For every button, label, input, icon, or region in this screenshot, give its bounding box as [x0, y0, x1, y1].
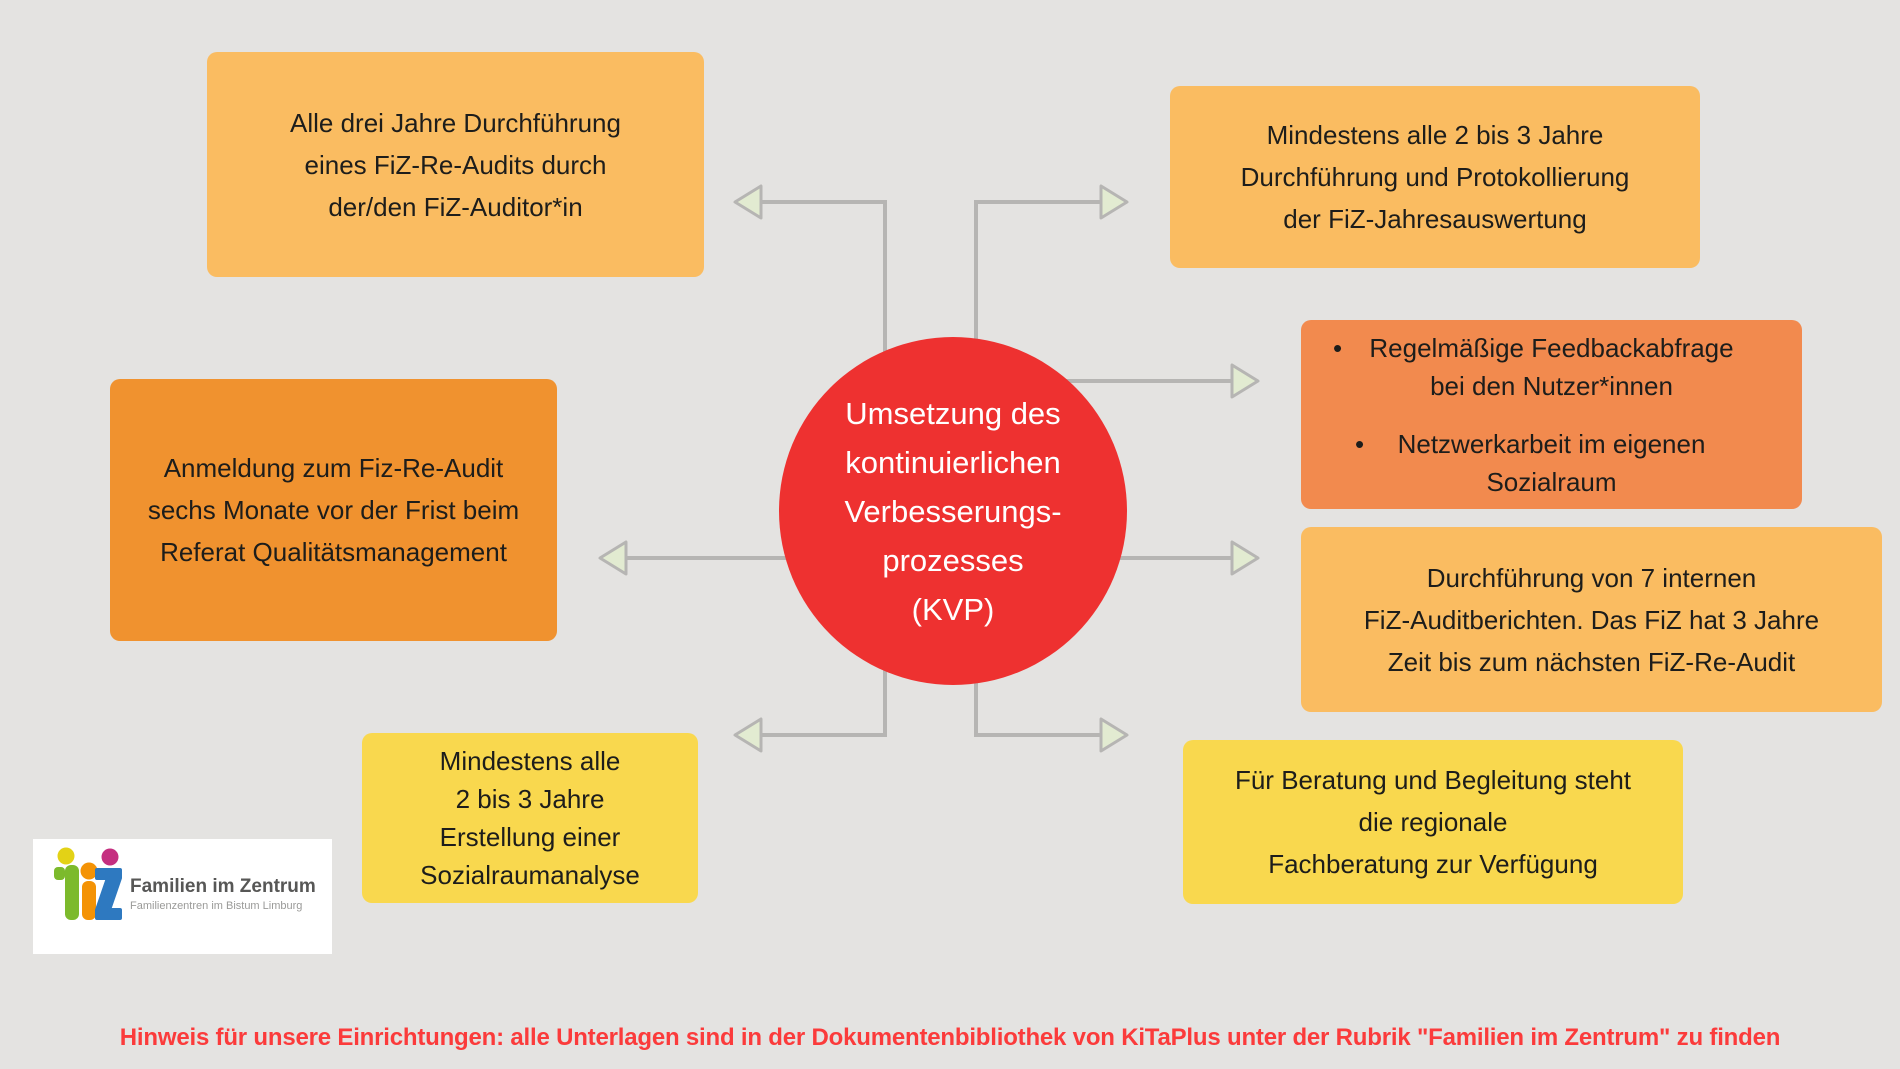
circle-line: Verbesserungs- [844, 493, 1062, 529]
box-text-line: Mindestens alle [439, 746, 621, 776]
arrowhead-upper-right-icon [1232, 365, 1258, 397]
box-text-line: 2 bis 3 Jahre [455, 784, 605, 814]
box-text-line: Mindestens alle 2 bis 3 Jahre [1266, 120, 1604, 150]
box-text-line: Referat Qualitätsmanagement [160, 537, 507, 567]
box-text-line: die regionale [1358, 807, 1508, 837]
box-text-line: Sozialraumanalyse [420, 860, 640, 890]
box-text-line: FiZ-Auditberichten. Das FiZ hat 3 Jahre [1363, 604, 1820, 635]
arrowhead-bottom-left-icon [735, 719, 761, 751]
box-text-line: bei den Nutzer*innen [1430, 370, 1673, 401]
box-text-line: Für Beratung und Begleitung steht [1234, 765, 1632, 795]
circle-line: kontinuierlichen [845, 444, 1061, 480]
box-text-line: sechs Monate vor der Frist beim [147, 495, 520, 525]
circle-line: prozesses [882, 542, 1024, 578]
bullet-dot-icon: • [1355, 428, 1365, 459]
box-top-right-jahresauswertung [1170, 86, 1700, 268]
box-text-line: Sozialraum [1486, 466, 1617, 497]
arrowhead-top-left-icon [735, 186, 761, 218]
box-right-feedback-netzwerk [1301, 320, 1802, 509]
footer-hinweis-text: Hinweis für unsere Einrichtungen: alle Unterlagen sind in der Dokumentenbibliothek von KiTaPlus unter der Rubrik "Familien im Zentrum" zu finden [119, 1024, 1781, 1051]
bullet-item-netzwerk [1301, 425, 1802, 501]
fiz-figures-icon [41, 844, 131, 929]
box-text-line: Regelmäßige Feedbackabfrage [1369, 332, 1734, 363]
box-right-auditberichte [1301, 527, 1882, 712]
box-top-left-re-audit [207, 52, 704, 277]
box-text-line: Durchführung von 7 internen [1426, 562, 1757, 593]
arrowhead-mid-right-icon [1232, 542, 1258, 574]
box-text-line: Netzwerkarbeit im eigenen [1397, 428, 1706, 459]
box-text-line: Durchführung und Protokollierung [1240, 162, 1630, 192]
box-text-line: Zeit bis zum nächsten FiZ-Re-Audit [1387, 646, 1796, 677]
logo-title: Familien im Zentrum [130, 876, 316, 897]
box-text-line: Fachberatung zur Verfügung [1268, 849, 1598, 879]
kvp-center-circle [779, 337, 1127, 685]
arrowhead-mid-left-icon [600, 542, 626, 574]
arrowhead-top-right-icon [1101, 186, 1127, 218]
box-text-line: Erstellung einer [439, 822, 621, 852]
box-bottom-left-sozialraumanalyse [362, 733, 698, 903]
box-left-anmeldung [110, 379, 557, 641]
logo-subtitle: Familienzentren im Bistum Limburg [130, 900, 303, 912]
fiz-logo [33, 839, 332, 954]
circle-line: (KVP) [911, 591, 995, 627]
circle-line: Umsetzung des [845, 395, 1061, 431]
bullet-item-feedback [1301, 329, 1802, 405]
bullet-dot-icon: • [1333, 332, 1343, 363]
box-text-line: der/den FiZ-Auditor*in [328, 191, 583, 222]
box-text-line: Alle drei Jahre Durchführung [290, 107, 621, 138]
arrowhead-bottom-right-icon [1101, 719, 1127, 751]
box-bottom-right-fachberatung [1183, 740, 1683, 904]
box-text-line: Anmeldung zum Fiz-Re-Audit [163, 453, 504, 483]
box-text-line: der FiZ-Jahresauswertung [1283, 204, 1587, 234]
box-text-line: eines FiZ-Re-Audits durch [304, 149, 607, 180]
